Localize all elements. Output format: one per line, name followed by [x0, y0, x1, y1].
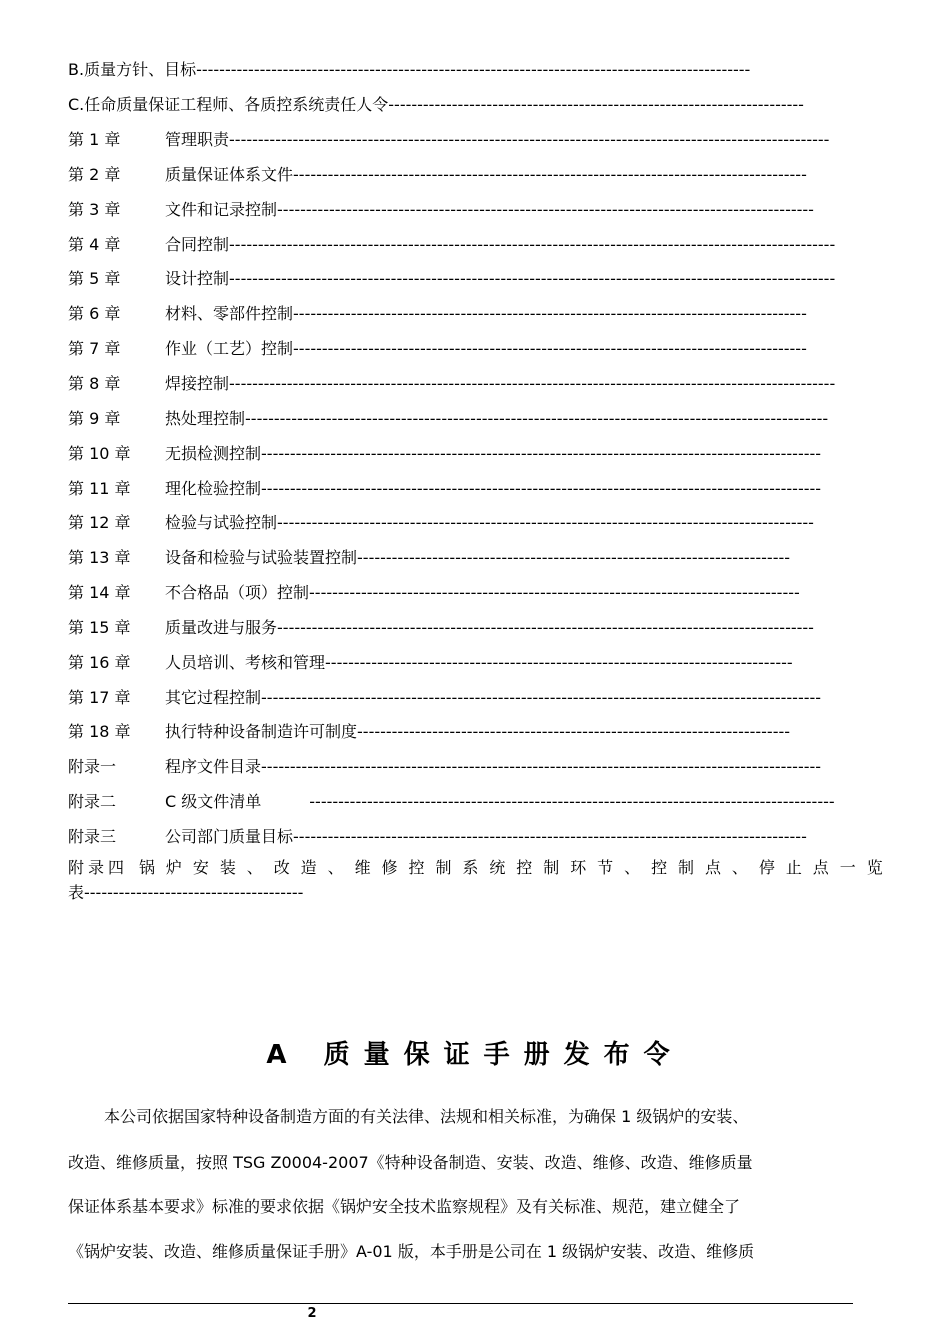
toc-entry-number: 第 9 章: [68, 408, 121, 428]
toc-leader: ---------------------------------------------------------------------------: [357, 548, 791, 568]
appendix-4-continuation: 表--------------------------------------: [68, 883, 304, 902]
toc-entry-number: 第 16 章: [68, 652, 131, 672]
appendix-4-title-char: 节: [597, 858, 614, 877]
toc-entry-title: C.任命质量保证工程师、各质控系统责任人令: [68, 95, 389, 114]
toc-leader: ------------------------------------------------------------------------: [388, 95, 804, 114]
toc-entry-number: 第 7 章: [68, 339, 121, 359]
toc-entry-number: 第 10 章: [68, 443, 131, 463]
appendix-4-number: 附录四: [68, 858, 129, 877]
toc-entry-number: 附录二: [68, 792, 117, 812]
appendix-4-title-char: 改: [273, 858, 290, 877]
toc-entry-title: 质量改进与服务: [165, 617, 278, 637]
toc-entry-title: 不合格品（项）控制: [165, 583, 310, 603]
appendix-4-title-char: 环: [570, 858, 587, 877]
toc-leader: -------------------------------------------------------------------------------------------------: [261, 443, 822, 463]
toc-entry-number: 第 5 章: [68, 269, 121, 289]
appendix-4-title-char: 制: [435, 858, 452, 877]
toc-entry: [68, 60, 750, 80]
toc-entry-number: 第 15 章: [68, 617, 131, 637]
toc-leader: -----------------------------------------------------------------------------------------: [293, 304, 807, 324]
paragraph-line: 保证体系基本要求》标准的要求依据《锅炉安全技术监察规程》及有关标准、规范，建立健全了: [68, 1197, 741, 1216]
toc-entry-title: 理化检验控制: [165, 478, 262, 498]
appendix-4-title-char: 控: [651, 858, 668, 877]
appendix-4-title-char: 、: [246, 858, 263, 877]
appendix-4-title-char: 止: [785, 858, 802, 877]
toc-leader: -------------------------------------------------------------------------------------------------: [261, 687, 822, 707]
appendix-4-title-char: 览: [866, 858, 883, 877]
toc-leader: ---------------------------------------------------------------------------------------------------------: [229, 269, 836, 289]
toc-entry-number: 第 4 章: [68, 234, 121, 254]
toc-entry-number: 第 6 章: [68, 304, 121, 324]
toc-entry-title: 程序文件目录: [165, 757, 262, 777]
toc-entry-title: 设备和检验与试验装置控制: [165, 548, 358, 568]
paragraph-line: 本公司依据国家特种设备制造方面的有关法律、法规和相关标准，为确保 1 级锅炉的安装、: [104, 1107, 749, 1126]
toc-entry-number: 第 17 章: [68, 687, 131, 707]
appendix-4-title-char: 点: [812, 858, 829, 877]
toc-entry-number: 第 12 章: [68, 513, 131, 533]
toc-leader: --------------------------------------------------------------------------------------------------------: [229, 130, 830, 149]
toc-leader: ---------------------------------------------------------------------------------------------: [277, 199, 814, 219]
appendix-4-title-char: 控: [408, 858, 425, 877]
appendix-4-title-char: 制: [543, 858, 560, 877]
paragraph-line: 《锅炉安装、改造、维修质量保证手册》A-01 版，本手册是公司在 1 级锅炉安装、改造、维修质: [68, 1242, 755, 1261]
footer-divider: [68, 1303, 853, 1304]
toc-entry-title: 设计控制: [165, 269, 230, 289]
toc-entry-number: 第 18 章: [68, 722, 131, 742]
toc-entry-number: 附录一: [68, 757, 117, 777]
page-title: A 质量保证手册发布令: [266, 1040, 684, 1070]
toc-leader: ---------------------------------------------------------------------------: [357, 722, 791, 742]
appendix-4-title-char: 、: [327, 858, 344, 877]
toc-entry-title: 焊接控制: [165, 373, 230, 393]
toc-leader: -------------------------------------------------------------------------------------------: [309, 792, 835, 812]
toc-entry-number: 第 11 章: [68, 478, 131, 498]
toc-leader: ------------------------------------------------------------------------------------------------: [196, 60, 751, 79]
toc-entry-title: 材料、零部件控制: [165, 304, 294, 324]
toc-entry: [68, 95, 804, 115]
toc-leader: -----------------------------------------------------------------------------------------: [293, 164, 807, 184]
toc-leader: -------------------------------------------------------------------------------------: [309, 583, 800, 603]
toc-leader: ---------------------------------------------------------------------------------------------: [277, 513, 814, 533]
toc-entry-number: 第 14 章: [68, 583, 131, 603]
appendix-4-title-char: 维: [354, 858, 371, 877]
toc-entry-title: C 级文件清单: [165, 792, 262, 812]
appendix-4-title-char: 修: [381, 858, 398, 877]
appendix-4-title-char: 制: [678, 858, 695, 877]
toc-leader: -----------------------------------------------------------------------------------------------------: [245, 408, 829, 428]
toc-leader: ---------------------------------------------------------------------------------------------------------: [229, 234, 836, 254]
appendix-4-title-char: 锅: [138, 858, 155, 877]
appendix-4-title-char: 炉: [165, 858, 182, 877]
appendix-4-title-char: 控: [516, 858, 533, 877]
appendix-4-title-char: 系: [462, 858, 479, 877]
toc-leader: ---------------------------------------------------------------------------------------------: [277, 617, 814, 637]
toc-leader: -----------------------------------------------------------------------------------------: [293, 827, 807, 846]
appendix-4-title-char: 安: [192, 858, 209, 877]
toc-entry-title: 作业（工艺）控制: [165, 339, 294, 359]
appendix-4-title-char: 造: [300, 858, 317, 877]
toc-entry-title: 管理职责: [165, 130, 230, 149]
appendix-4-title-char: 点: [704, 858, 721, 877]
toc-entry-title: 质量保证体系文件: [165, 164, 294, 184]
toc-leader: ---------------------------------------------------------------------------------------------------------: [229, 373, 836, 393]
toc-leader: -----------------------------------------------------------------------------------------: [293, 339, 807, 359]
toc-entry-number: 第 13 章: [68, 548, 131, 568]
appendix-4-title-char: 停: [758, 858, 775, 877]
appendix-4-title-char: 一: [839, 858, 856, 877]
appendix-4-title-char: 统: [489, 858, 506, 877]
toc-entry-number: 附录三: [68, 827, 117, 846]
toc-leader: ---------------------------------------------------------------------------------: [325, 652, 793, 672]
toc-entry-title: B.质量方针、目标: [68, 60, 197, 79]
toc-leader: -------------------------------------------------------------------------------------------------: [261, 478, 822, 498]
toc-entry-title: 执行特种设备制造许可制度: [165, 722, 358, 742]
paragraph-line: 改造、维修质量，按照 TSG Z0004-2007《特种设备制造、安装、改造、维修、改造、维修质量: [68, 1153, 753, 1172]
toc-entry-title: 其它过程控制: [165, 687, 262, 707]
appendix-4-title-char: 、: [731, 858, 748, 877]
toc-entry-number: 第 3 章: [68, 199, 121, 219]
toc-entry-title: 公司部门质量目标: [165, 827, 294, 846]
appendix-4-title-char: 装: [219, 858, 236, 877]
toc-entry-title: 无损检测控制: [165, 443, 262, 463]
toc-appendix-4: [68, 858, 883, 903]
toc-entry-number: 第 8 章: [68, 373, 121, 393]
toc-entry-title: 文件和记录控制: [165, 199, 278, 219]
toc-entry-title: 人员培训、考核和管理: [165, 652, 326, 672]
page-number: 2: [307, 1306, 317, 1321]
toc-entry-title: 热处理控制: [165, 408, 246, 428]
toc-entry-number: 第 1 章: [68, 130, 121, 149]
toc-leader: -------------------------------------------------------------------------------------------------: [261, 757, 822, 777]
toc-entry-title: 检验与试验控制: [165, 513, 278, 533]
toc-entry-title: 合同控制: [165, 234, 230, 254]
appendix-4-title-char: 、: [624, 858, 641, 877]
toc-entry-number: 第 2 章: [68, 164, 121, 184]
